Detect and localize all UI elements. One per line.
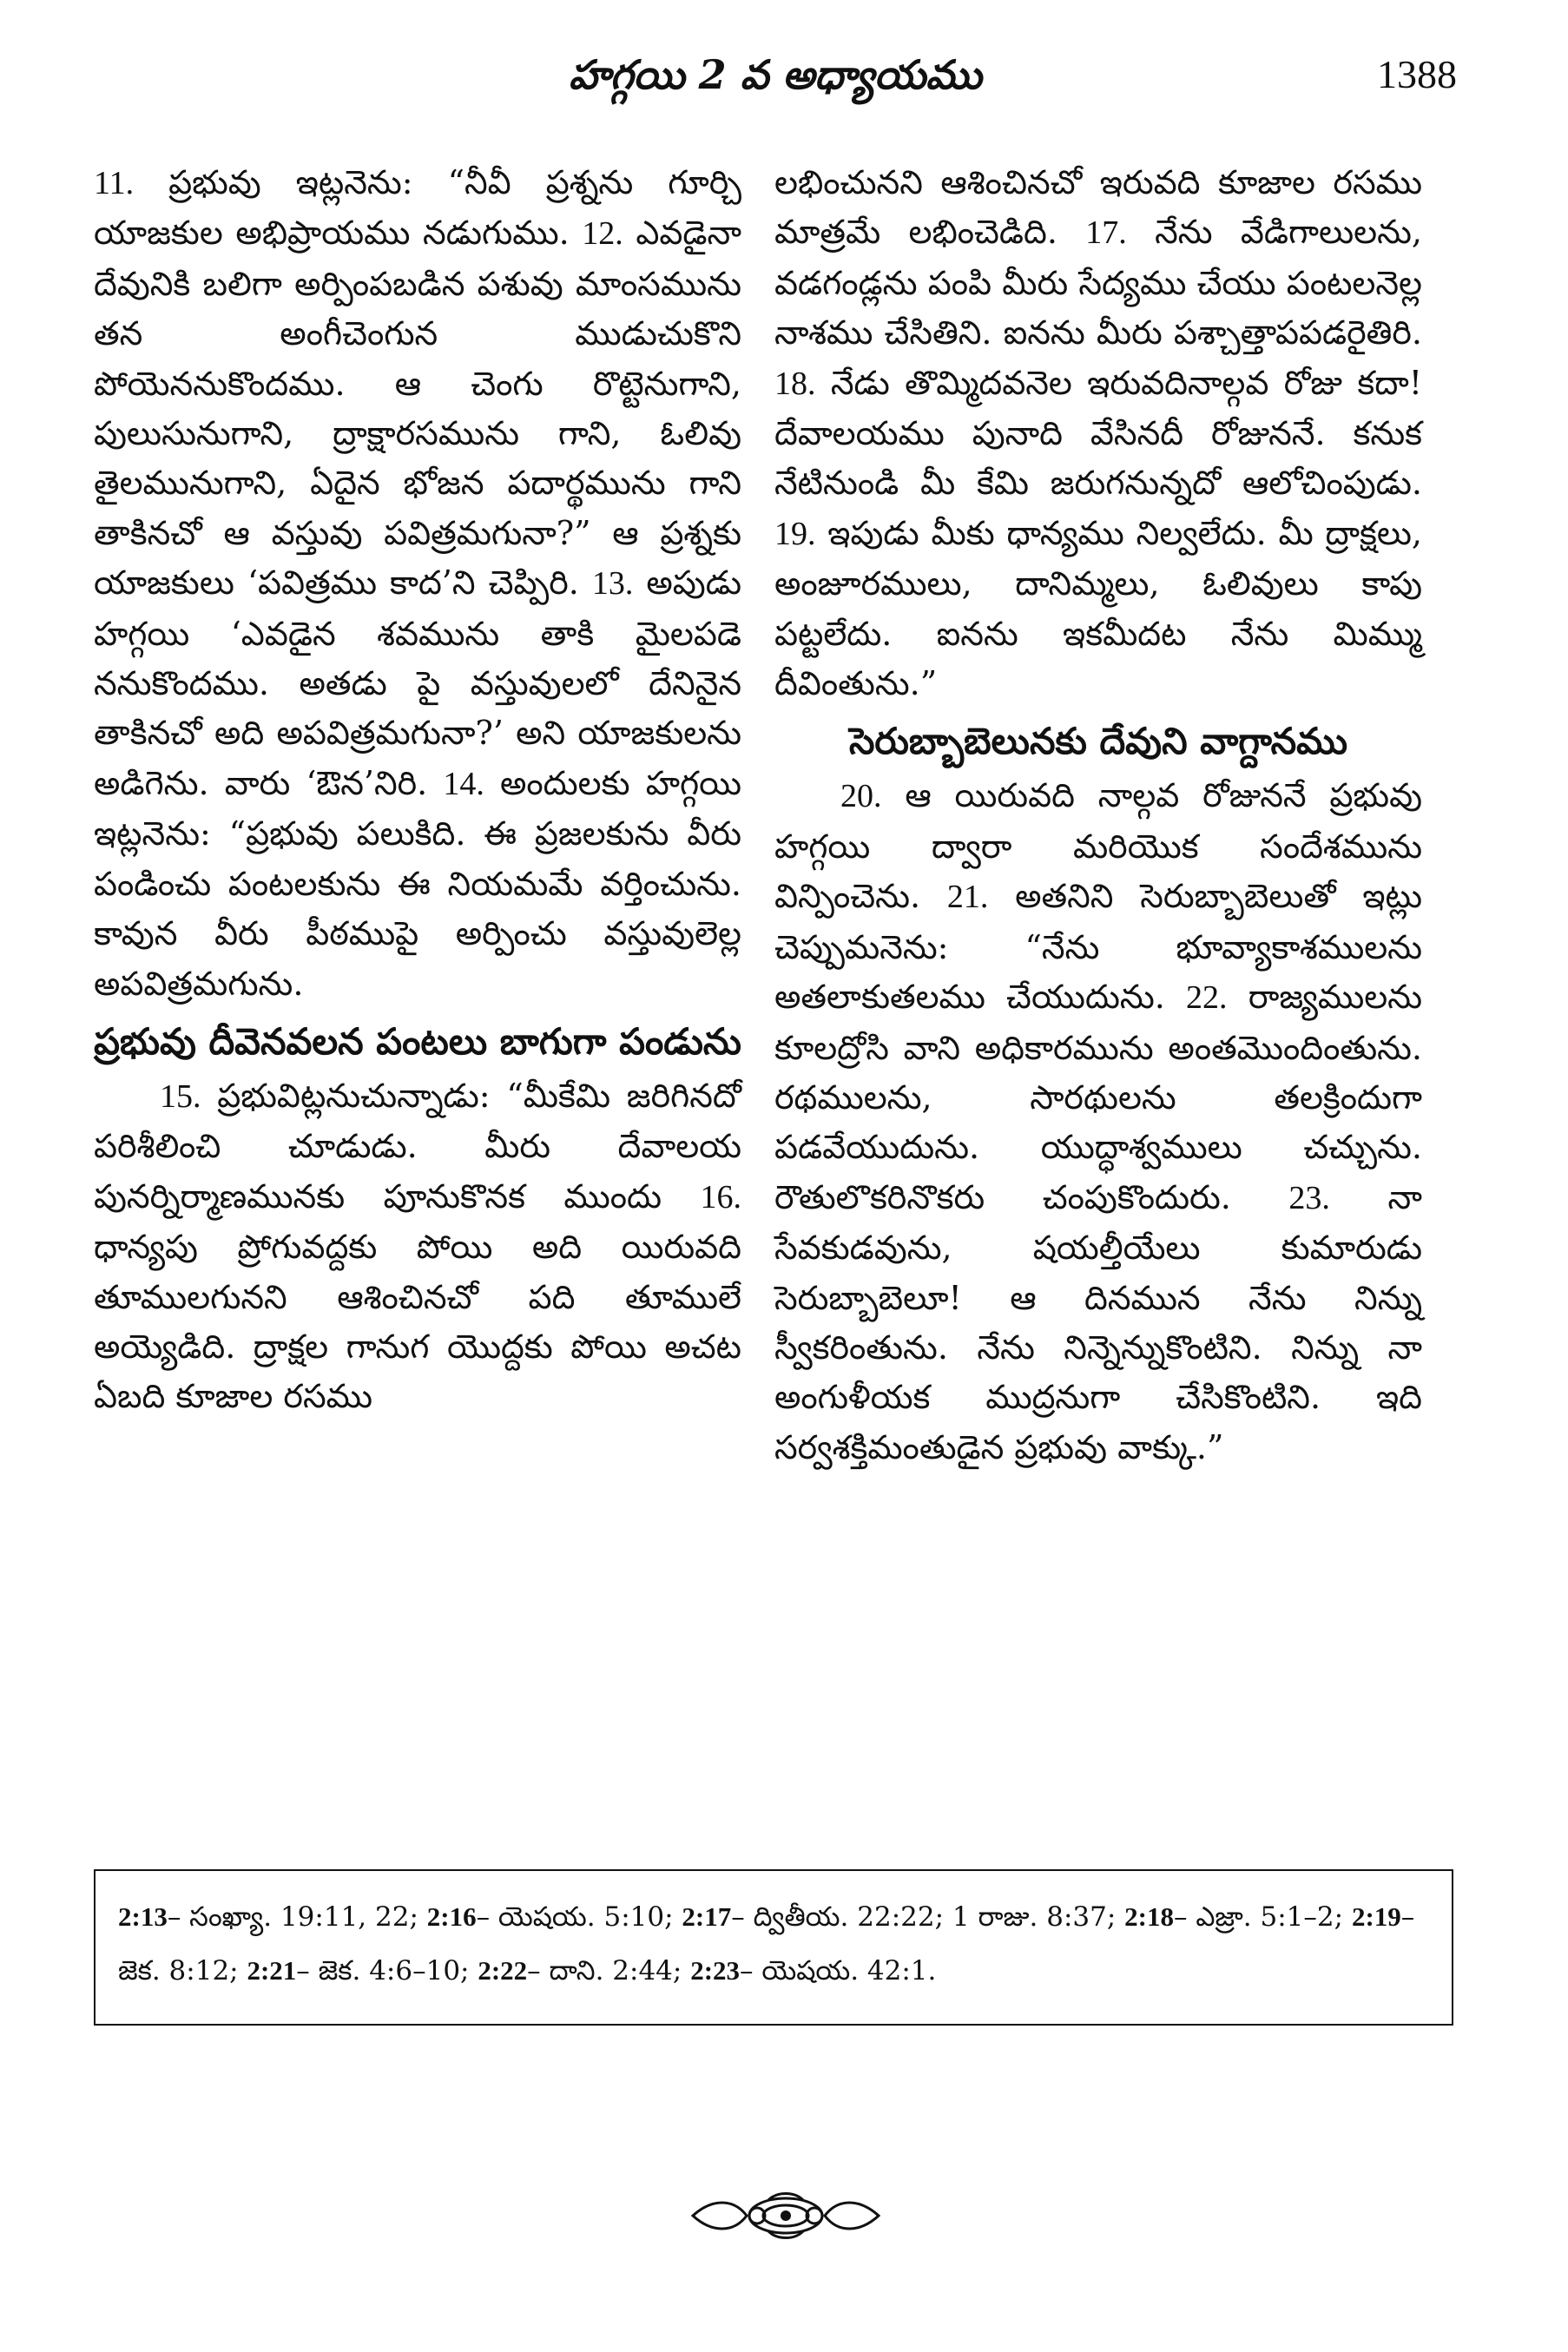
verse-number: 14.: [443, 765, 484, 802]
reference-text: – జెక. 8:12;: [118, 1901, 1415, 1986]
reference-number: 2:23: [690, 1955, 741, 1986]
verse-text: నా సేవకుడవును, షయల్తీయేలు కుమారుడు సెరుబ్బాబెలూ! ఆ దినమున నేను నిన్ను స్వీకరింతును. నేను నిన్నెన్నుకొంటిని. నిన్ను నా అంగుళీయక ముద్రనుగా చేసికొంటిని. ఇది సర్వశక్తిమంతుడైన ప్రభువు వాక్కు.”: [774, 1177, 1422, 1466]
verse-number: 12.: [582, 215, 623, 253]
section-heading: సెరుబ్బాబెలునకు దేవుని వాగ్దానము: [848, 720, 1348, 763]
verse-text: అతనిని సెరుబ్బాబెలుతో ఇట్లు చెప్పుమనెను: “నేను భూవ్యాకాశములను అతలాకుతలము చేయుదును.: [774, 877, 1422, 1017]
paragraph: [774, 158, 1422, 708]
left-column: [94, 158, 741, 1422]
cross-references-box: [94, 1869, 1453, 2026]
reference-text: – ఎజ్రా. 5:1–2;: [1173, 1901, 1352, 1933]
verse-number: 15.: [160, 1077, 201, 1115]
verse-text: నేను వేడిగాలులను, వడగండ్లను పంపి మీరు సేద్యము చేయు పంటలనెల్ల నాశము చేసితిని. ఐనను మీరు పశ్చాత్తాపపడరైతిరి.: [774, 213, 1422, 352]
paragraph: [94, 1071, 741, 1422]
verse-number: 19.: [774, 515, 816, 552]
verse-text: లభించునని ఆశించినచో ఇరువది కూజాల రసము మాత్రమే లభించెడిది.: [774, 163, 1422, 252]
paragraph: [94, 158, 741, 1009]
reference-text: – యెషయ. 5:10;: [476, 1901, 682, 1933]
reference-number: 2:22: [478, 1955, 528, 1986]
reference-text: – జెక. 4:6–10;: [296, 1955, 478, 1986]
verse-text: ఎవడైనా దేవునికి బలిగా అర్పింపబడిన పశువు మాంసమును తన అంగీచెంగున ముడుచుకొని పోయెననుకొందము. ఆ చెంగు రొట్టెనుగాని, పులుసునుగాని, ద్రాక్షారసమును గాని, ఓలివు తైలమునుగాని, ఏదైన భోజన పదార్థమును గాని తాకినచో ఆ వస్తువు పవిత్రమగునా?” ఆ ప్రశ్నకు యాజకులు ‘పవిత్రము కాద’ని చెప్పిరి.: [94, 214, 741, 603]
right-column: [774, 158, 1422, 1472]
verse-text: అపుడు హగ్గయి ‘ఎవడైన శవమును తాకి మైలపడె ననుకొందము. అతడు పై వస్తువులలో దేనినైన తాకినచో అది అపవిత్రమగునా?’ అని యాజకులను అడిగెను. వారు ‘ఔన’నిరి.: [94, 563, 741, 802]
verse-number: 13.: [591, 565, 634, 603]
reference-text: – ద్వితీయ. 22:22; 1 రాజు. 8:37;: [731, 1901, 1125, 1933]
verse-text: ఇపుడు మీకు ధాన్యము నిల్వలేదు. మీ ద్రాక్షలు, అంజూరములు, దానిమ్మలు, ఓలివులు కాపు పట్టలేదు. ఐనను ఇకమీదట నేను మిమ్ము దీవింతును.”: [774, 513, 1422, 703]
verse-number: 20.: [840, 778, 882, 815]
verse-number: 22.: [1186, 979, 1228, 1017]
section-heading: ప్రభువు దీవెనవలన పంటలు బాగుగా పండును: [94, 1019, 741, 1063]
reference-text: – సంఖ్యా. 19:11, 22;: [167, 1901, 427, 1933]
page-number: 1388: [1377, 52, 1457, 96]
verse-number: 11.: [94, 165, 135, 201]
verse-number: 23.: [1288, 1179, 1330, 1216]
reference-number: 2:17: [682, 1901, 732, 1932]
reference-text: – యెషయ. 42:1.: [740, 1955, 937, 1986]
running-header: [94, 40, 1457, 109]
paragraph: [774, 771, 1422, 1472]
verse-number: 21.: [946, 879, 989, 916]
verse-text: ప్రభువిట్లనుచున్నాడు: “మీకేమి జరిగినదో పరిశీలించి చూడుడు. మీరు దేవాలయ పునర్నిర్మాణమునకు పూనుకొనక ముందు: [94, 1076, 741, 1216]
reference-number: 2:16: [426, 1901, 477, 1932]
reference-number: 2:18: [1124, 1901, 1174, 1932]
verse-text: ధాన్యపు ప్రోగువద్దకు పోయి అది యిరువది తూములగునని ఆశించినచో పది తూములే అయ్యెడిది. ద్రాక్షల గానుగ యొద్దకు పోయి అచట ఏబది కూజాల రసము: [94, 1228, 741, 1416]
verse-number: 16.: [700, 1178, 741, 1216]
verse-number: 18.: [774, 365, 816, 402]
reference-number: 2:19: [1351, 1901, 1401, 1932]
verse-number: 17.: [1085, 214, 1127, 252]
verse-text: నేడు తొమ్మిదవనెల ఇరువదినాల్గవ రోజు కదా! దేవాలయము పునాది వేసినదీ రోజుననే. కనుక నేటినుండి మీ కేమి జరుగనున్నదో ఆలోచింపుడు.: [774, 363, 1422, 503]
end-ornament: [686, 2190, 886, 2242]
verse-text: ఆ యిరువది నాల్గవ రోజుననే ప్రభువు హగ్గయి ద్వారా మరియొక సందేశమును విన్పించెను.: [774, 776, 1422, 916]
reference-text: – దాని. 2:44;: [527, 1955, 691, 1986]
chapter-title: హగ్గయి 2 వ అధ్యాయము: [569, 51, 982, 98]
reference-number: 2:13: [118, 1901, 168, 1932]
verse-text: ప్రభువు ఇట్లనెను: “నీవీ ప్రశ్నను గూర్చి యాజకుల అభిప్రాయము నడుగుము.: [94, 163, 741, 253]
verse-text: రాజ్యములను కూలద్రోసి వాని అధికారమును అంతమొందింతును. రథములను, సారథులను తలక్రిందుగా పడవేయుదును. యుద్ధాశ్వములు చచ్చును. రౌతులొకరినొకరు చంపుకొందురు.: [774, 978, 1423, 1216]
reference-number: 2:21: [247, 1955, 297, 1986]
verse-text: అందులకు హగ్గయి ఇట్లనెను: “ప్రభువు పలుకిది. ఈ ప్రజలకును వీరు పండించు పంటలకును ఈ నియమమే వర్తించును. కావున వీరు పీఠముపై అర్పించు వస్తువులెల్ల అపవిత్రమగును.: [94, 763, 741, 1003]
